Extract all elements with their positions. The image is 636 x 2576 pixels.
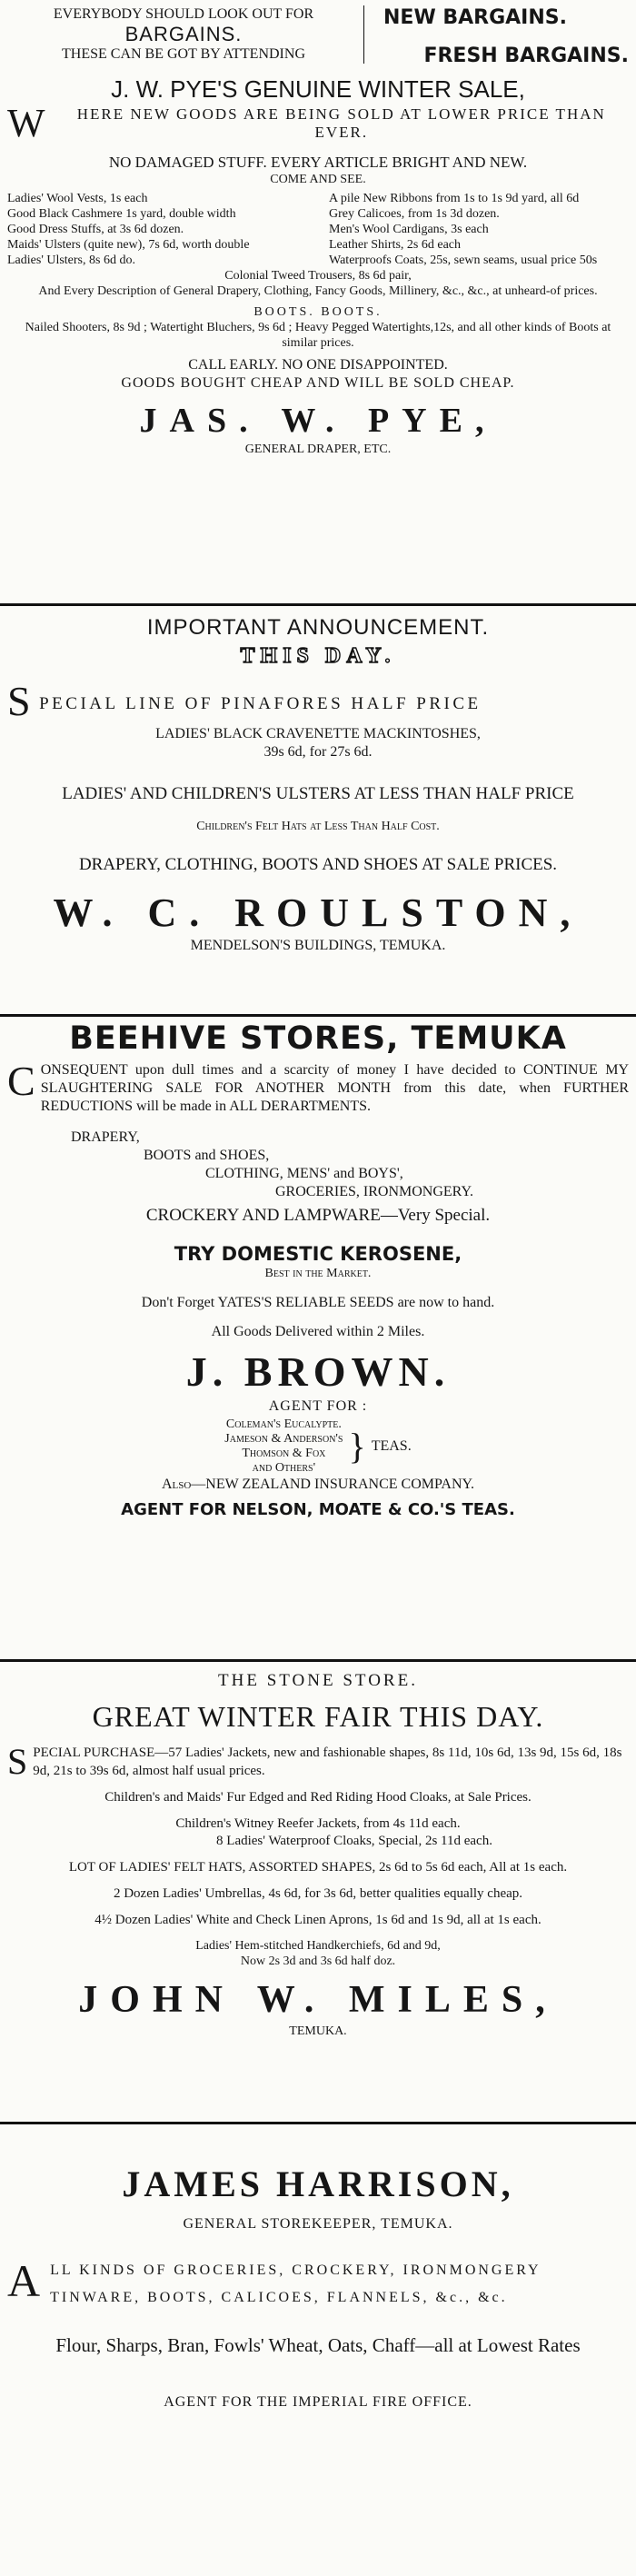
stone-title: THE STONE STORE. [218, 1671, 418, 1690]
roulston-address: MENDELSON'S BUILDINGS, TEMUKA. [190, 938, 446, 953]
roulston-name: W. C. ROULSTON, [53, 890, 583, 935]
roulston-advertisement [0, 614, 636, 955]
pye-left-items [7, 191, 307, 268]
stone-purchase [7, 1741, 629, 1782]
stone-handkerchiefs-1: Ladies' Hem-stitched Handkerchiefs, 6d and 9d, [195, 1939, 441, 1953]
pye-right-item: Grey Calicoes, from 1s 3d dozen. [329, 207, 500, 221]
beehive-title: BEEHIVE STORES, TEMUKA [69, 1020, 567, 1057]
stone-felt-hats: LOT OF LADIES' FELT HATS, ASSORTED SHAPES, 2s 6d to 5s 6d each, All at 1s each. [68, 1860, 568, 1875]
stone-drop-cap: S [7, 1741, 28, 1782]
harrison-advertisement [0, 2163, 636, 2412]
harrison-drop-cap: A [7, 2255, 44, 2306]
roulston-special-text: PECIAL LINE OF PINAFORES HALF PRICE [39, 694, 482, 713]
rule [0, 2122, 636, 2124]
beehive-insurance: Also—NEW ZEALAND INSURANCE COMPANY. [161, 1477, 475, 1492]
beehive-line-drapery: DRAPERY, [71, 1129, 140, 1145]
stone-reefer: Children's Witney Reefer Jackets, from 4s 11d each. [175, 1816, 461, 1831]
stone-handkerchiefs-2: Now 2s 3d and 3s 6d half doz. [240, 1954, 396, 1968]
beehive-delivered: All Goods Delivered within 2 Miles. [211, 1324, 425, 1339]
beehive-line-groceries: GROCERIES, IRONMONGERY. [275, 1184, 473, 1199]
beehive-agent-item: Thomson & Fox [242, 1447, 326, 1460]
beehive-line-clothing: CLOTHING, MENS' and BOYS', [205, 1166, 403, 1181]
pye-top-row [7, 5, 629, 69]
roulston-important: IMPORTANT ANNOUNCEMENT. [146, 615, 490, 640]
beehive-kerosene: TRY DOMESTIC KEROSENE, [174, 1243, 462, 1265]
stone-headline: GREAT WINTER FAIR THIS DAY. [92, 1700, 544, 1733]
beehive-agent-item: Coleman's Eucalypte. [225, 1417, 342, 1431]
pye-drop-cap: W [7, 101, 47, 145]
pye-goods-bought: GOODS BOUGHT CHEAP AND WILL BE SOLD CHEAP. [121, 375, 515, 391]
beehive-nelson: AGENT FOR NELSON, MOATE & CO.'S TEAS. [121, 1500, 515, 1519]
stone-advertisement [0, 1670, 636, 2039]
rule [0, 1659, 636, 1662]
rule [0, 1014, 636, 1017]
pye-left-item: Good Dress Stuffs, at 3s 6d dozen. [7, 223, 184, 236]
beehive-agent-item: and Others' [252, 1461, 316, 1475]
roulston-mackintosh-2: 39s 6d, for 27s 6d. [263, 744, 373, 760]
pye-subheadline [7, 101, 629, 145]
rule [0, 603, 636, 606]
pye-come-see: COME AND SEE. [270, 173, 366, 186]
pye-advertisement [0, 5, 636, 457]
beehive-brace-icon: } [348, 1426, 366, 1467]
pye-right-item: Men's Wool Cardigans, 3s each [329, 223, 489, 236]
pye-name: JAS. W. PYE, [139, 402, 497, 440]
pye-headline: J. W. PYE'S GENUINE WINTER SALE, [111, 75, 525, 103]
beehive-agent-for: AGENT FOR : [268, 1398, 368, 1414]
pye-top-line-1: EVERYBODY SHOULD LOOK OUT FOR [53, 6, 314, 22]
pye-left-item: Ladies' Wool Vests, 1s each [7, 192, 148, 205]
harrison-name: JAMES HARRISON, [122, 2163, 514, 2204]
pye-left-item: Ladies' Ulsters, 8s 6d do. [7, 254, 135, 267]
roulston-mackintosh-1: LADIES' BLACK CRAVENETTE MACKINTOSHES, [155, 726, 481, 741]
stone-waterproof: 8 Ladies' Waterproof Cloaks, Special, 2s 11d each. [216, 1834, 492, 1848]
pye-tweed: Colonial Tweed Trousers, 8s 6d pair, [224, 269, 412, 283]
beehive-best-market: Best in the Market. [264, 1267, 372, 1280]
harrison-line-1: LL KINDS OF GROCERIES, CROCKERY, IRONMONGERY [50, 2263, 542, 2278]
pye-every-description: And Every Description of General Drapery, Clothing, Fancy Goods, Millinery, &c., &c., at unheard-of prices. [38, 284, 598, 298]
pye-subheadline-text: HERE NEW GOODS ARE BEING SOLD AT LOWER PRICE THAN EVER. [76, 105, 606, 141]
beehive-agent-block [7, 1417, 629, 1476]
roulston-drop-cap: S [7, 678, 35, 724]
stone-name: JOHN W. MILES, [78, 1979, 558, 2021]
beehive-agent-item: Jameson & Anderson's [224, 1432, 343, 1446]
pye-left-item: Good Black Cashmere 1s yard, double width [7, 207, 236, 221]
harrison-agent: AGENT FOR THE IMPERIAL FIRE OFFICE. [164, 2394, 472, 2410]
harrison-flour: Flour, Sharps, Bran, Fowls' Wheat, Oats, Chaff—all at Lowest Rates [55, 2334, 581, 2356]
beehive-name: J. BROWN. [185, 1348, 451, 1395]
pye-top-right [374, 5, 629, 69]
pye-new-bargains: NEW BARGAINS. [383, 6, 567, 29]
beehive-seeds: Don't Forget YATES'S RELIABLE SEEDS are now to hand. [141, 1295, 495, 1310]
pye-top-bargains: BARGAINS. [124, 23, 243, 45]
pye-top-line-3: THESE CAN BE GOT BY ATTENDING [62, 46, 305, 62]
roulston-felt-hats: Children's Felt Hats at Less Than Half Cost. [196, 820, 440, 833]
pye-boots-heading: BOOTS. BOOTS. [253, 305, 383, 319]
roulston-drapery: DRAPERY, CLOTHING, BOOTS AND SHOES AT SALE PRICES. [78, 855, 558, 874]
stone-cloaks: Children's and Maids' Fur Edged and Red Riding Hood Cloaks, at Sale Prices. [104, 1790, 532, 1805]
beehive-crockery: CROCKERY AND LAMPWARE—Very Special. [145, 1206, 491, 1225]
pye-left-item: Maids' Ulsters (quite new), 7s 6d, worth double [7, 238, 250, 252]
harrison-title: GENERAL STOREKEEPER, TEMUKA. [183, 2216, 453, 2232]
pye-boots-line: Nailed Shooters, 8s 9d ; Watertight Bluchers, 9s 6d ; Heavy Pegged Watertights,12s, and all other kinds of Boots at similar prices. [25, 321, 611, 350]
beehive-drop-cap: C [7, 1058, 35, 1104]
stone-umbrellas: 2 Dozen Ladies' Umbrellas, 4s 6d, for 3s 6d, better qualities equally cheap. [113, 1886, 523, 1901]
roulston-ulsters: LADIES' AND CHILDREN'S ULSTERS AT LESS THAN HALF PRICE [62, 784, 574, 803]
pye-right-items [329, 191, 629, 268]
pye-no-damaged: NO DAMAGED STUFF. EVERY ARTICLE BRIGHT AND NEW. [108, 154, 528, 171]
harrison-kinds [7, 2255, 629, 2308]
roulston-this-day: THIS DAY. [240, 644, 396, 668]
pye-title: GENERAL DRAPER, ETC. [244, 443, 392, 456]
pye-right-item: Waterproofs Coats, 25s, sewn seams, usual price 50s [329, 254, 598, 267]
roulston-special-line [7, 678, 629, 724]
stone-town: TEMUKA. [289, 2024, 347, 2038]
pye-right-item: Leather Shirts, 2s 6d each [329, 238, 462, 252]
stone-aprons: 4½ Dozen Ladies' White and Check Linen Aprons, 1s 6d and 1s 9d, all at 1s each. [94, 1913, 542, 1927]
pye-right-item: A pile New Ribbons from 1s to 1s 9d yard, all 6d [329, 192, 580, 205]
pye-call-early: CALL EARLY. NO ONE DISAPPOINTED. [188, 357, 448, 373]
beehive-agent-list [224, 1417, 343, 1476]
stone-purchase-text: PECIAL PURCHASE—57 Ladies' Jackets, new and fashionable shapes, 8s 11d, 10s 6d, 13s 9d, 15s 6d, 18s 9d, 21s to 39s 6d, almost half usual prices. [33, 1746, 622, 1778]
beehive-body [7, 1058, 629, 1116]
pye-items [7, 191, 629, 268]
beehive-line-boots: BOOTS and SHOES, [144, 1148, 270, 1163]
pye-fresh-bargains: FRESH BARGAINS. [423, 45, 629, 67]
beehive-advertisement [0, 1019, 636, 1521]
harrison-line-2: TINWARE, BOOTS, CALICOES, FLANNELS, &c., &c. [50, 2290, 508, 2305]
beehive-body-text: ONSEQUENT upon dull times and a scarcity of money I have decided to CONTINUE MY SLAUGHTERING SALE FOR ANOTHER MONTH from this date, when FURTHER REDUCTIONS will be made in ALL DERARTMENTS. [40, 1062, 629, 1114]
beehive-teas: TEAS. [371, 1438, 412, 1454]
pye-top-left [7, 5, 364, 64]
